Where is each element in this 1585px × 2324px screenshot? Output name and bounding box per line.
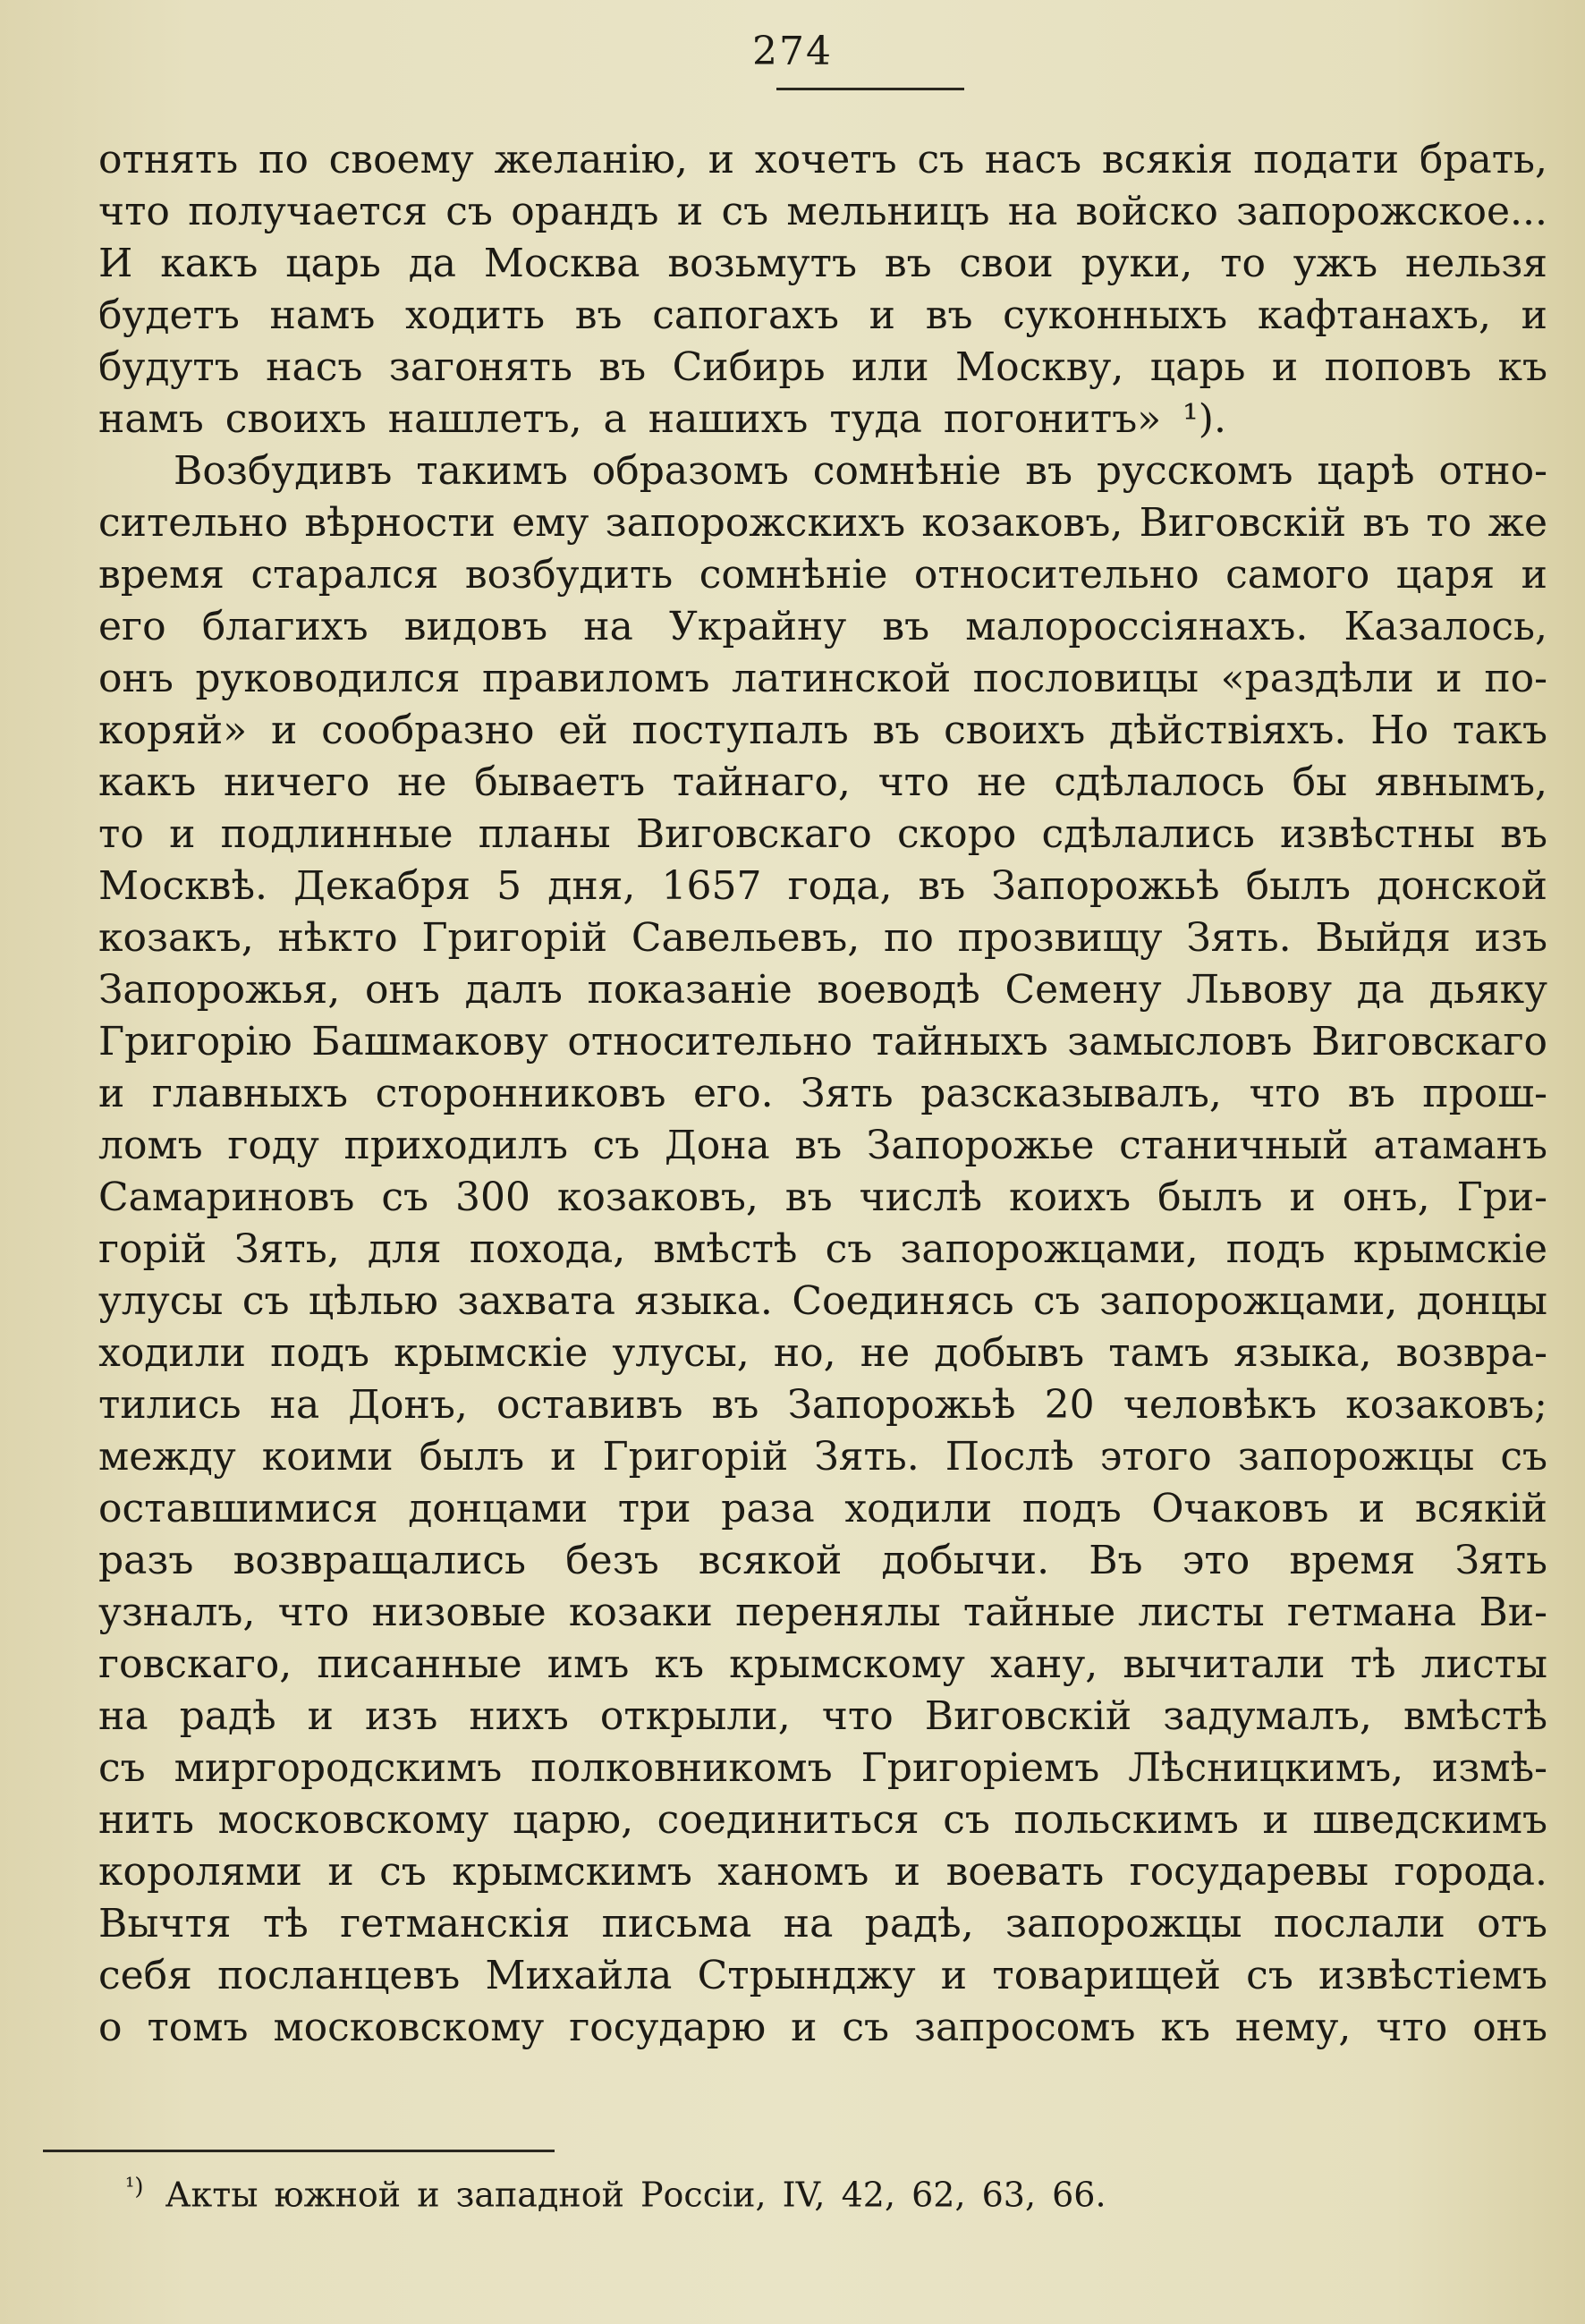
text-line: улусы съ цѣлью захвата языка. Соединясь съ запорожцами, донцы [98,1278,1547,1324]
text-line: что получается съ орандъ и съ мельницъ на войско запорожское... [98,189,1547,234]
text-line: И какъ царь да Москва возьмутъ въ свои руки, то ужъ нельзя [98,241,1547,286]
paragraph-1 [98,134,1547,445]
text-line: королями и съ крымскимъ ханомъ и воевать государевы города. [98,1849,1547,1895]
footnote-text: Акты южной и западной Россіи, IV, 42, 62, 63, 66. [165,2175,1106,2215]
text-line: время старался возбудить сомнѣніе относительно самого царя и [98,552,1547,598]
text-line: Запорожья, онъ далъ показаніе воеводѣ Семену Львову да дьяку [98,967,1547,1013]
text-line: будетъ намъ ходить въ сапогахъ и въ суконныхъ кафтанахъ, и [98,293,1547,338]
text-line: съ миргородскимъ полковникомъ Григоріемъ Лѣсницкимъ, измѣ- [98,1745,1547,1791]
footnote [125,2163,1377,2219]
text-line: разъ возвращались безъ всякой добычи. Въ это время Зять [98,1538,1547,1583]
text-line: о томъ московскому государю и съ запросомъ къ нему, что онъ [98,2005,1547,2050]
text-line: говскаго, писанные имъ къ крымскому хану, вычитали тѣ листы [98,1641,1547,1687]
text-line: козакъ, нѣкто Григорій Савельевъ, по прозвищу Зять. Выйдя изъ [98,915,1547,961]
text-line: и главныхъ сторонниковъ его. Зять разсказывалъ, что въ прош- [98,1071,1547,1116]
text-line: Вычтя тѣ гетманскія письма на радѣ, запорожцы послали отъ [98,1901,1547,1947]
text-line: онъ руководился правиломъ латинской пословицы «раздѣли и по- [98,656,1547,701]
text-line: Возбудивъ такимъ образомъ сомнѣніе въ русскомъ царѣ отно- [174,448,1547,494]
text-line: коряй» и сообразно ей поступалъ въ своихъ дѣйствіяхъ. Но такъ [98,708,1547,753]
text-line: сительно вѣрности ему запорожскихъ козаковъ, Виговскій въ то же [98,500,1547,546]
text-line: Самариновъ съ 300 козаковъ, въ числѣ коихъ былъ и онъ, Гри- [98,1175,1547,1220]
footnote-rule [43,2150,555,2152]
text-line: то и подлинные планы Виговскаго скоро сдѣлались извѣстны въ [98,811,1547,857]
text-line: узналъ, что низовые козаки перенялы тайные листы гетмана Ви- [98,1590,1547,1635]
text-line: горій Зять, для похода, вмѣстѣ съ запорожцами, подъ крымскіе [98,1226,1547,1272]
text-line: отнять по своему желанію, и хочетъ съ насъ всякія подати брать, [98,137,1547,182]
text-line: между коими былъ и Григорій Зять. Послѣ этого запорожцы съ [98,1434,1547,1480]
text-line: намъ своихъ нашлетъ, а нашихъ туда погонитъ» ¹). [98,396,1226,442]
text-line: Григорію Башмакову относительно тайныхъ замысловъ Виговскаго [98,1019,1547,1064]
page-number: 274 [752,29,833,74]
text-line: на радѣ и изъ нихъ открыли, что Виговскій задумалъ, вмѣстѣ [98,1693,1547,1739]
text-line: тились на Донъ, оставивъ въ Запорожьѣ 20 человѣкъ козаковъ; [98,1382,1547,1428]
text-line: Москвѣ. Декабря 5 дня, 1657 года, въ Запорожьѣ былъ донской [98,863,1547,909]
text-line: нить московскому царю, соединиться съ польскимъ и шведскимъ [98,1797,1547,1843]
paragraph-2 [98,445,1547,2054]
text-line: его благихъ видовъ на Украйну въ малороссіянахъ. Казалось, [98,604,1547,649]
text-line: будутъ насъ загонять въ Сибирь или Москву, царь и поповъ къ [98,344,1547,390]
body-text [98,134,1547,2054]
header-rule [776,88,964,90]
text-line: ходили подъ крымскіе улусы, но, не добывъ тамъ языка, возвра- [98,1330,1547,1376]
text-line: себя посланцевъ Михайла Стрынджу и товарищей съ извѣстіемъ [98,1953,1547,1998]
text-line: какъ ничего не бываетъ тайнаго, что не сдѣлалось бы явнымъ, [98,759,1547,805]
footnote-marker: ¹) [125,2174,144,2201]
text-line: оставшимися донцами три раза ходили подъ Очаковъ и всякій [98,1486,1547,1531]
text-line: ломъ году приходилъ съ Дона въ Запорожье станичный атаманъ [98,1123,1547,1168]
